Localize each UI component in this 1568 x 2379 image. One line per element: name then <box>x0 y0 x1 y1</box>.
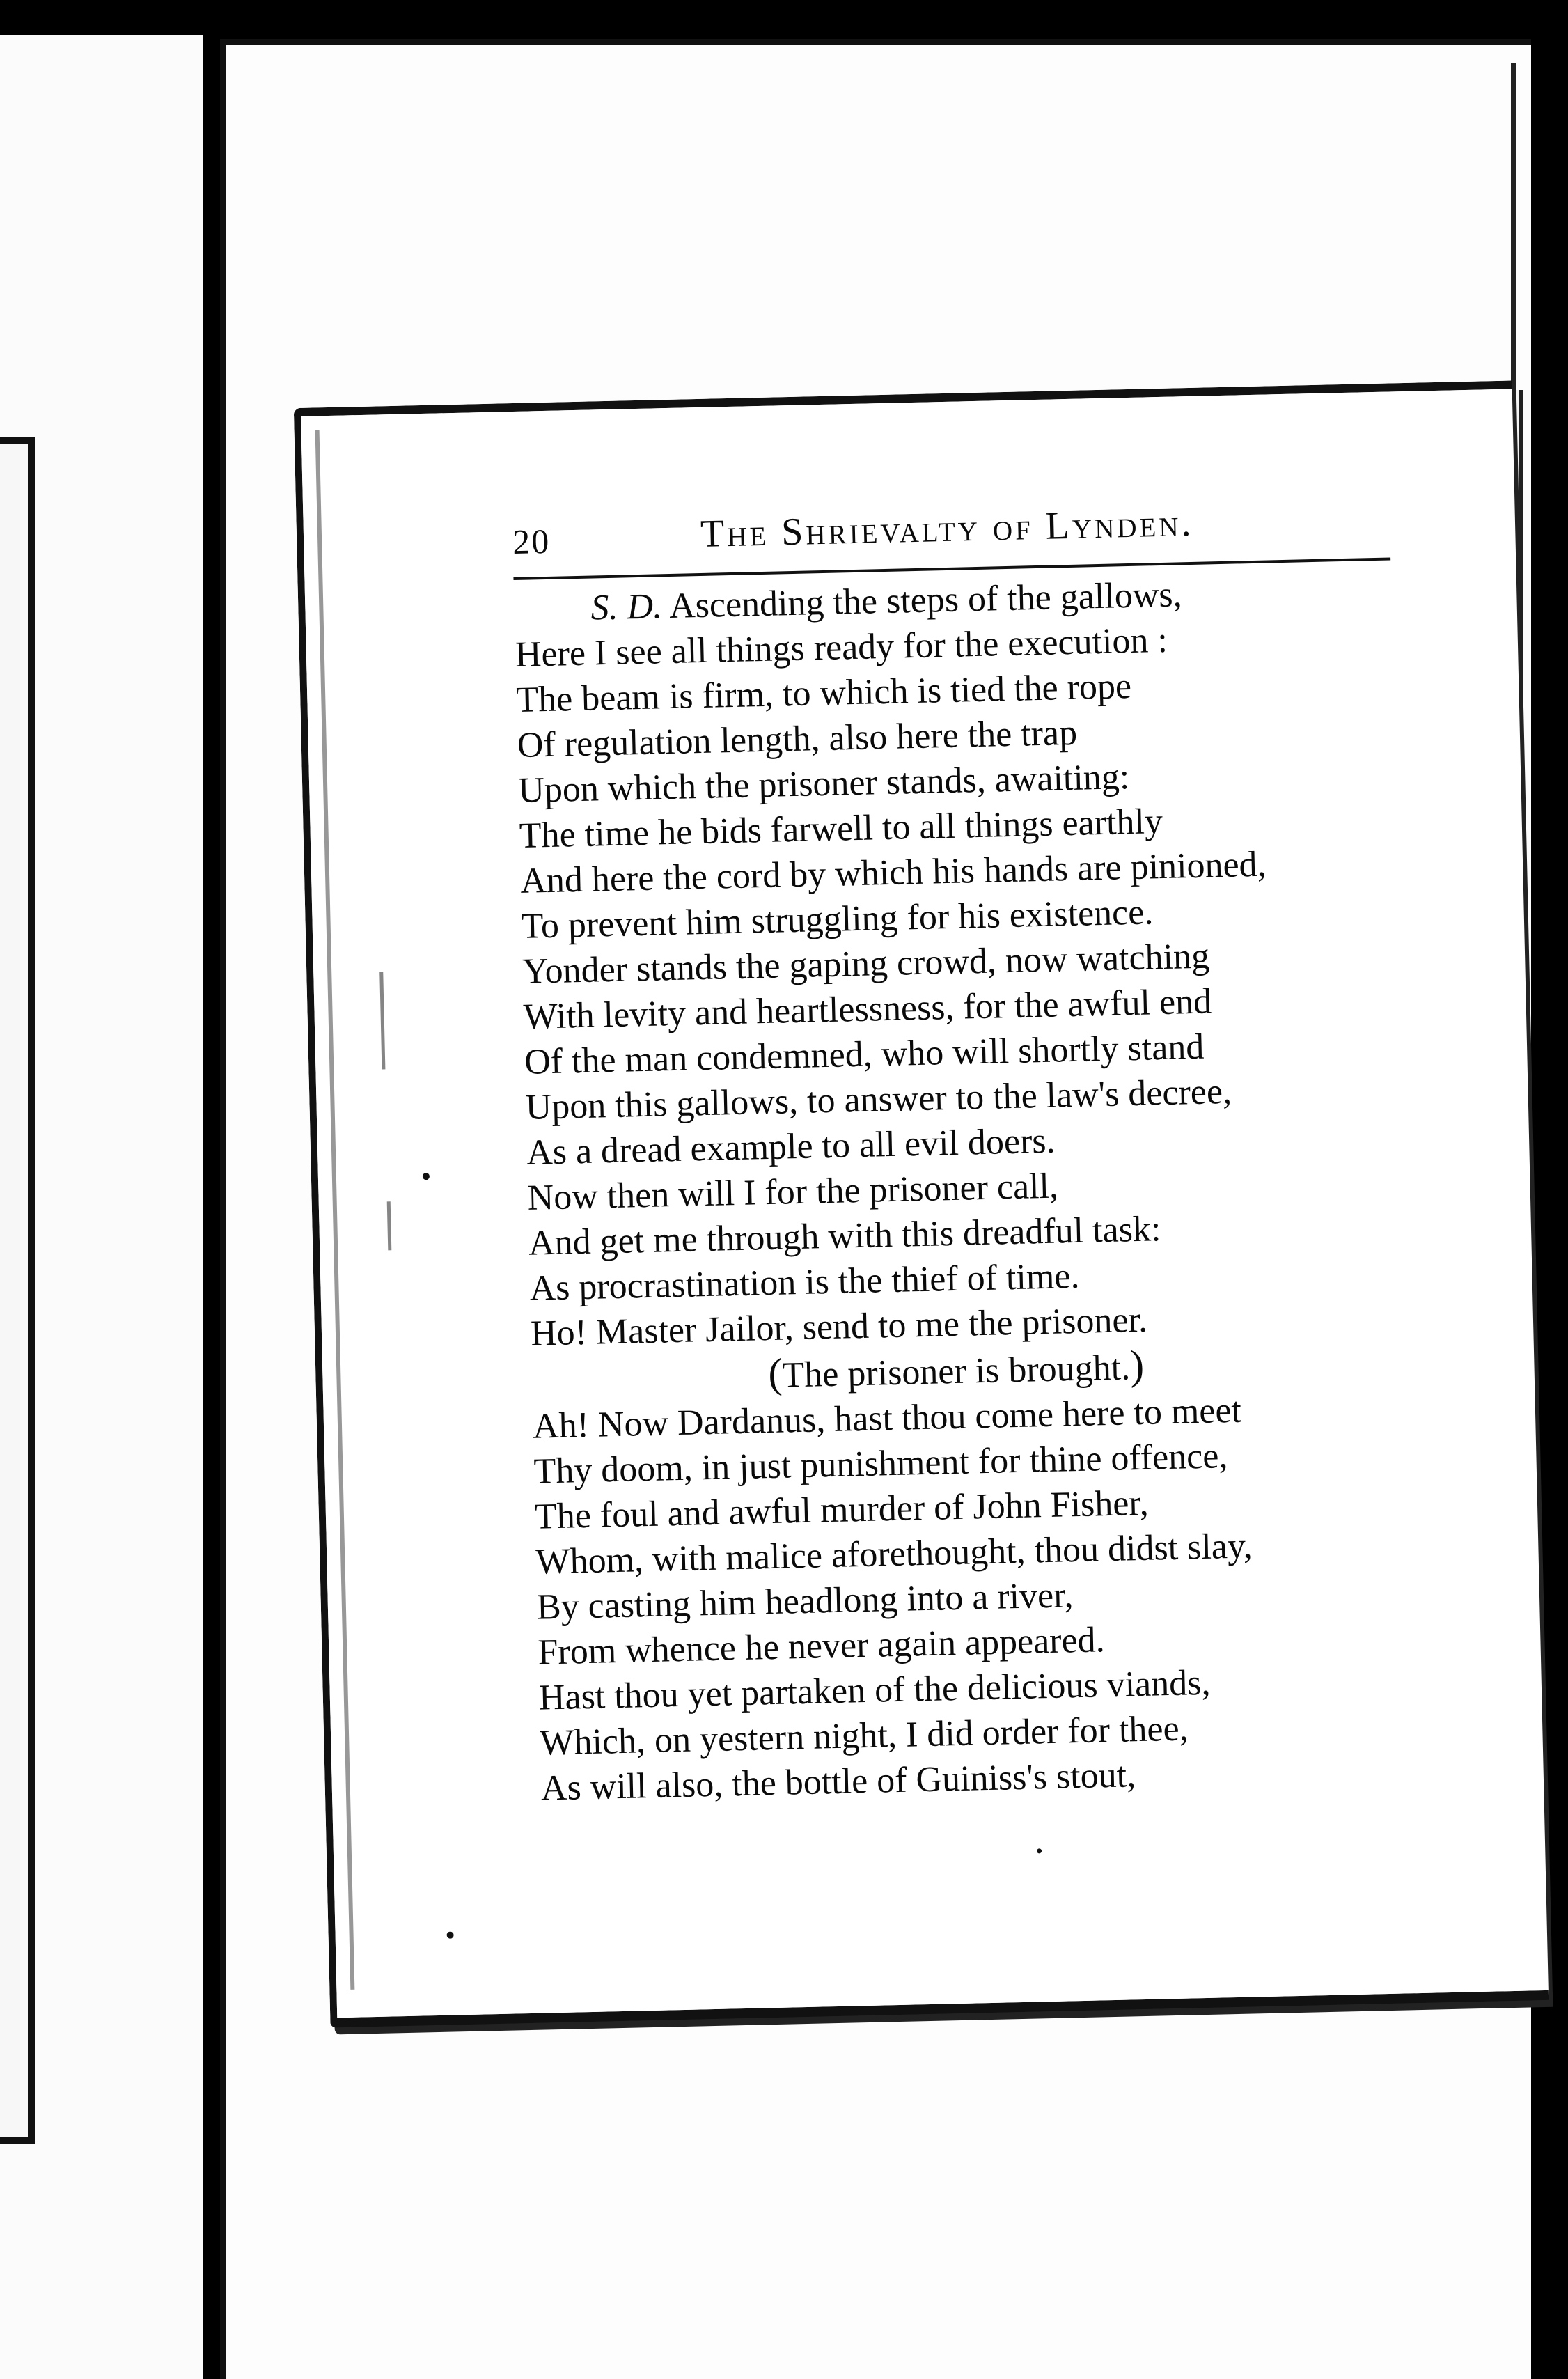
running-title: The Shrievalty of Lynden. <box>700 501 1195 556</box>
ink-spot <box>1037 1848 1042 1853</box>
verse-line: Yonder stands the gaping crowd, now watching <box>522 936 1210 992</box>
paper-speck <box>387 1201 392 1250</box>
close-paren: ) <box>1129 1341 1145 1389</box>
verse-line: Of regulation length, also here the trap <box>517 712 1078 765</box>
verse-line: With levity and heartlessness, for the awful end <box>523 981 1212 1037</box>
ink-spot <box>447 1932 454 1939</box>
verse-body <box>514 566 1503 1811</box>
scanner-background-gutter <box>203 0 220 2379</box>
verse-line: As procrastination is the thief of time. <box>528 1256 1080 1309</box>
verse-line: As a dread example to all evil doers. <box>526 1121 1056 1173</box>
stage-direction-text: The prisoner is brought. <box>781 1348 1131 1396</box>
scanner-background-top <box>0 0 1568 42</box>
verse-line: Ho! Master Jailor, send to me the prisoner. <box>530 1300 1148 1354</box>
verse-line: Whom, with malice aforethought, thou didst slay, <box>535 1526 1253 1582</box>
verse-line: And get me through with this dreadful task: <box>528 1209 1161 1263</box>
scanner-background-right <box>1525 0 1568 2379</box>
verse-line: And here the cord by which his hands are pinioned, <box>519 844 1267 901</box>
verse-line: Thy doom, in just punishment for thine offence, <box>533 1436 1228 1492</box>
facing-page-inner-frame <box>0 437 35 2144</box>
printed-page <box>294 380 1549 2027</box>
verse-line: As will also, the bottle of Guiniss's stout, <box>540 1755 1136 1809</box>
verse-line: From whence he never again appeared. <box>537 1620 1106 1673</box>
verse-line: Ah! Now Dardanus, hast thou come here to meet <box>532 1390 1242 1446</box>
verse-line: The foul and awful murder of John Fisher, <box>534 1483 1150 1537</box>
verse-line: To prevent him struggling for his existence. <box>521 892 1154 946</box>
backing-sheet-edge <box>1511 63 1516 390</box>
verse-line: Now then will I for the prisoner call, <box>527 1166 1059 1218</box>
verse-line: The beam is firm, to which is tied the rope <box>515 666 1132 721</box>
open-paren: ( <box>767 1350 783 1397</box>
verse-line: The time he bids farwell to all things earthly <box>519 801 1163 856</box>
verse-line: Of the man condemned, who will shortly stand <box>524 1027 1205 1082</box>
facing-page-left <box>0 35 203 2379</box>
verse-line-text: Ascending the steps of the gallows, <box>668 575 1183 626</box>
verse-line: Hast thou yet partaken of the delicious viands, <box>538 1662 1211 1718</box>
verse-line: By casting him headlong into a river, <box>536 1575 1074 1628</box>
paper-speck <box>379 972 385 1069</box>
verse-line: Here I see all things ready for the execution : <box>515 620 1168 676</box>
verse-line: Which, on yestern night, I did order for thee, <box>539 1708 1189 1763</box>
speaker-label: S. D. <box>590 586 663 628</box>
verse-line: Upon which the prisoner stands, awaiting: <box>517 757 1130 811</box>
ink-spot <box>423 1173 430 1180</box>
verse-line: Upon this gallows, to answer to the law's decree, <box>525 1071 1232 1128</box>
page-number: 20 <box>512 521 551 562</box>
